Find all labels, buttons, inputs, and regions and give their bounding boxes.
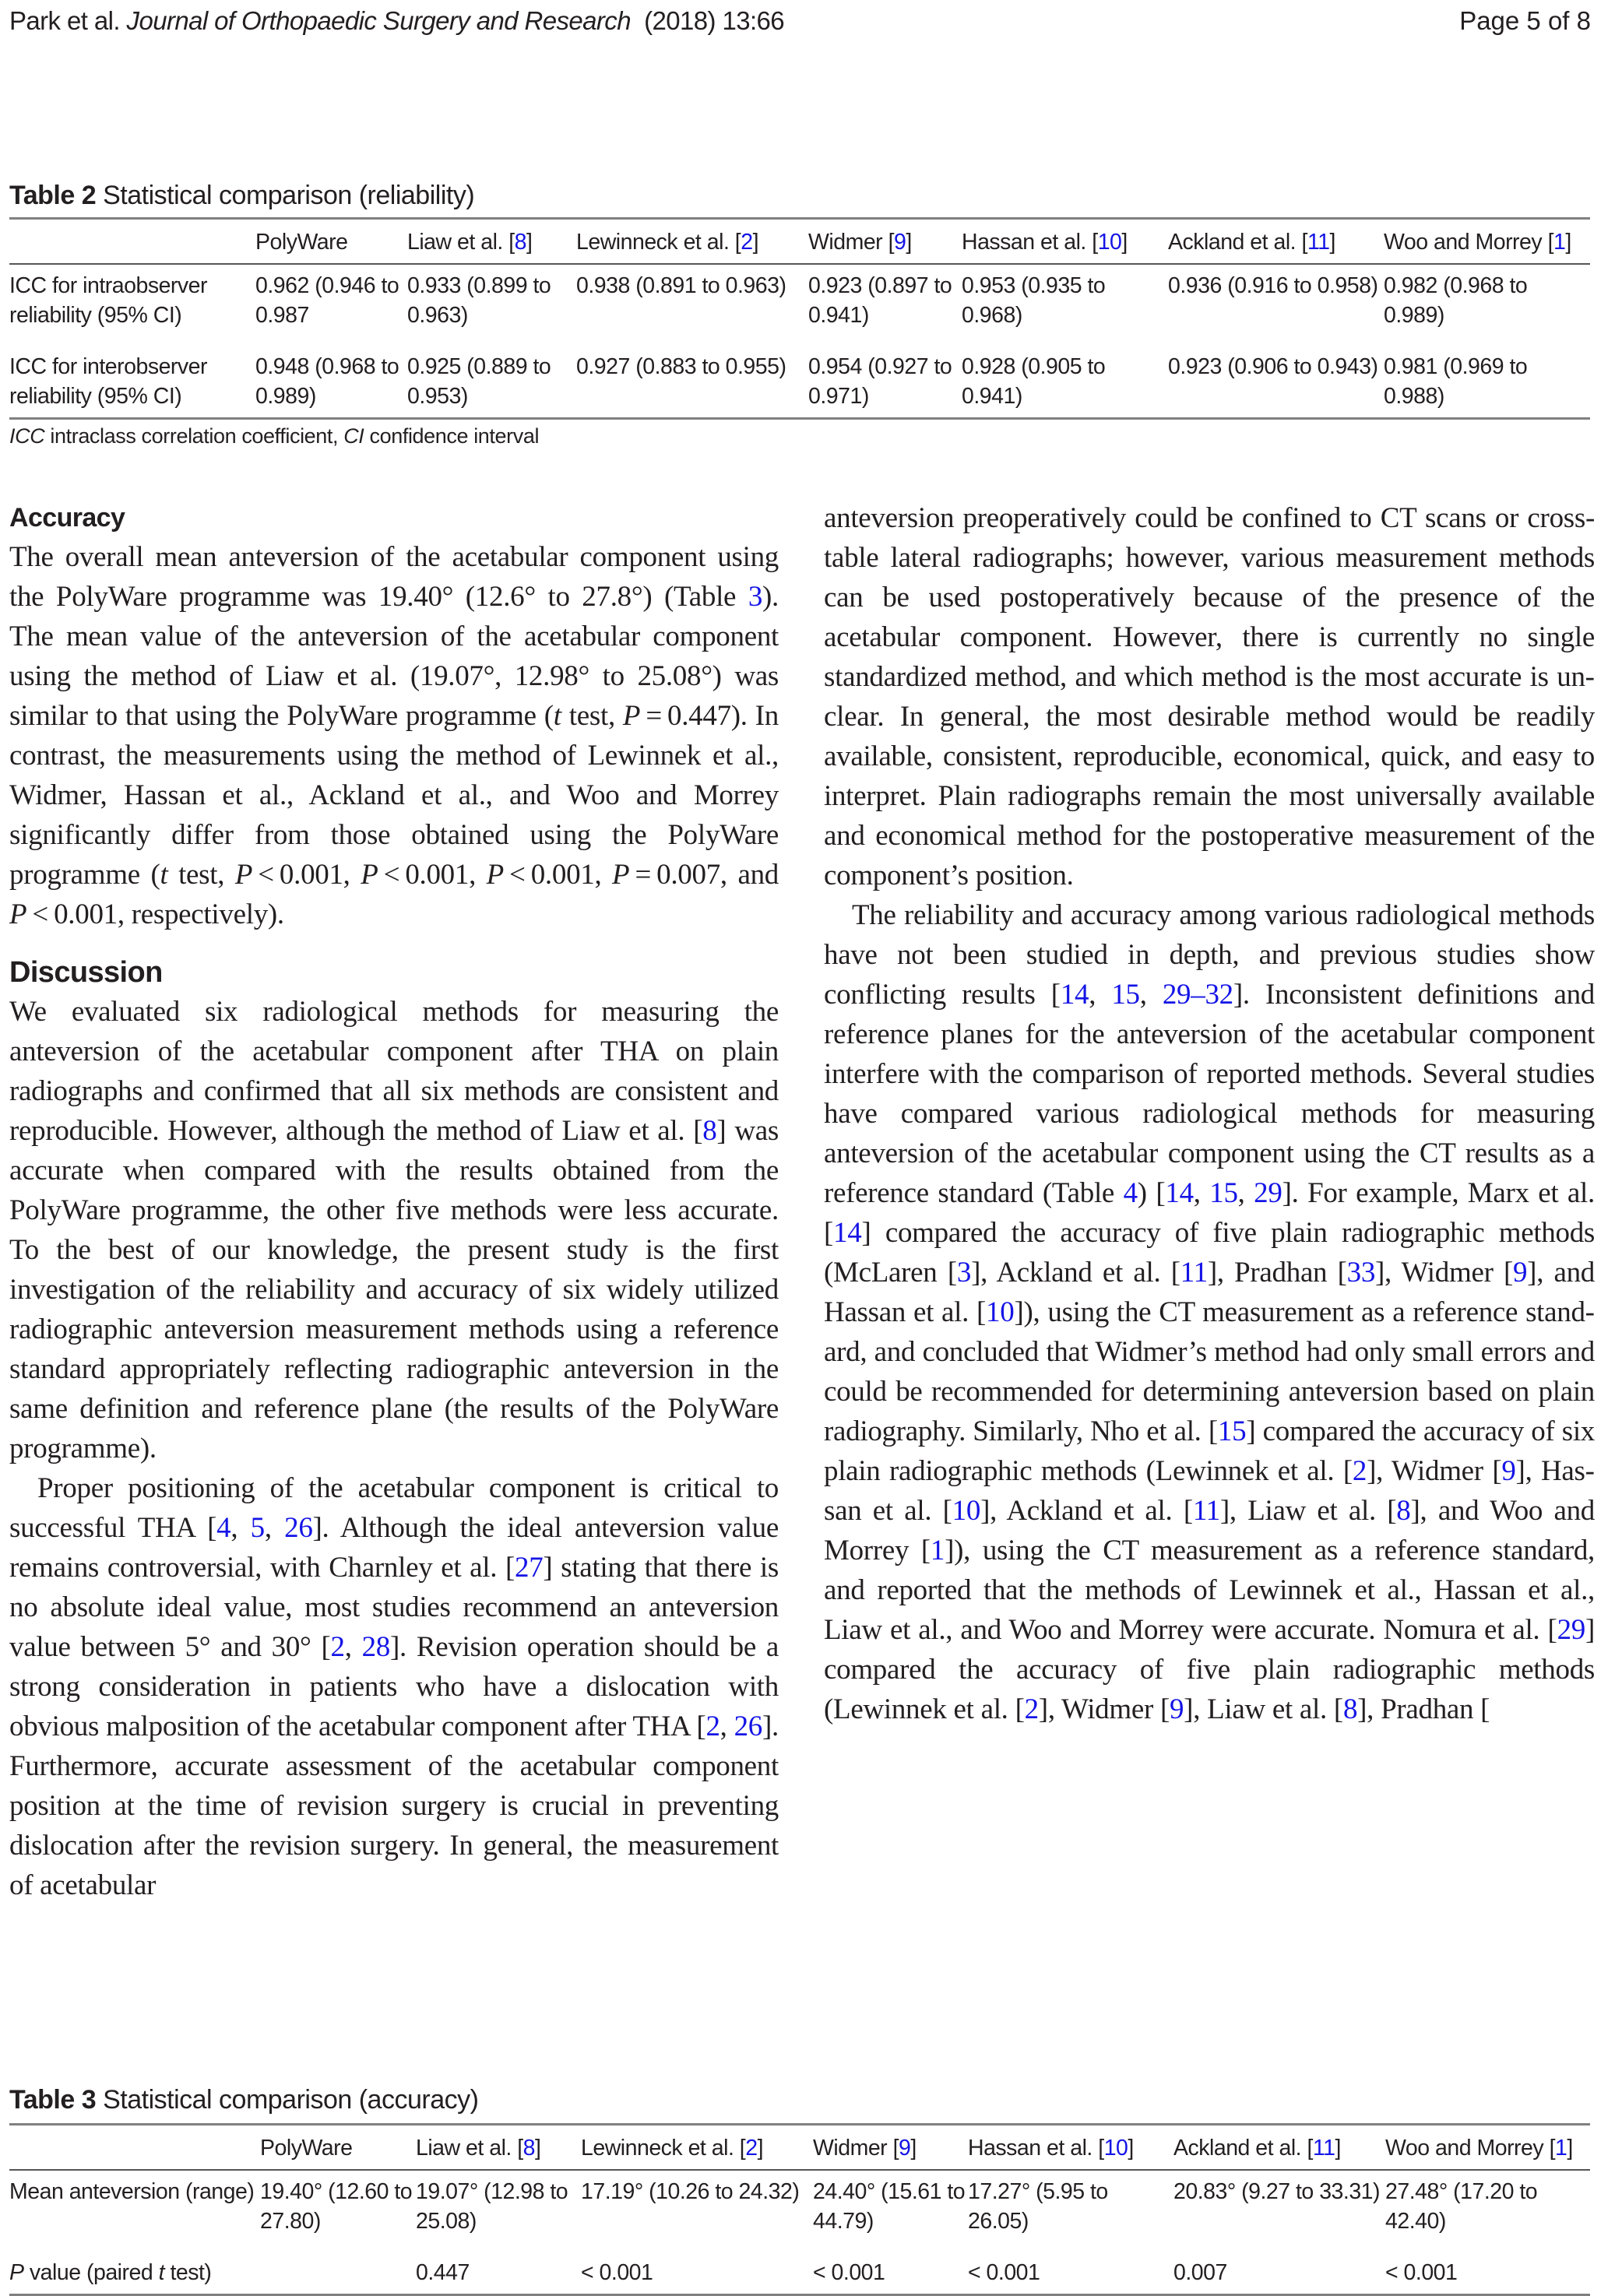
citation-link[interactable]: 29 (1557, 1614, 1585, 1646)
left-column (9, 498, 779, 1905)
citation-link[interactable]: 10 (986, 1296, 1015, 1328)
header-cell: Hassan et al. [10] (962, 230, 1128, 255)
citation-link[interactable]: 8 (702, 1115, 717, 1147)
table-2-label: Table 2 (9, 181, 97, 210)
table-row (9, 2170, 1590, 2252)
table-header-row (9, 2125, 1590, 2171)
header-cell: Widmer [9] (808, 230, 912, 255)
discussion-paragraph-2: Proper positioning of the acetabular component is critical to successful THA [4, 5, 26]. Although the ideal anteversion value remains controversial, with Charnley et al. [27] stating that there is no absolute ideal value, most studies recommend an anteversion value between 5° and 30° [2, 28]. Revision operation should be a strong consideration in patients who have a dislocation with obvious malposition of the acetabular component after THA [2, 26]. Furthermore, accurate assessment of the acetabular component position at the time of revision surgery is crucial in preventing dislocation after the revision surgery. In general, the measurement of acetabular (9, 1472, 779, 1901)
citation-link[interactable]: 2 (1024, 1693, 1039, 1725)
row-label: ICC for interobserver reliability (95% CI) (9, 354, 208, 409)
citation-link[interactable]: 14 (1060, 979, 1089, 1011)
citation-link[interactable]: 1 (1553, 230, 1566, 255)
section-heading-discussion: Discussion (9, 956, 163, 989)
citation-link[interactable]: 11 (1180, 1257, 1208, 1289)
citation-link[interactable]: 15 (1217, 1415, 1247, 1447)
citation-link[interactable]: 2 (741, 230, 753, 255)
header-authors: Park et al. (9, 6, 120, 35)
citation-link[interactable]: 11 (1192, 1495, 1220, 1527)
header-cell: Lewinneck et al. [2] (576, 230, 758, 255)
citation-link[interactable]: 26 (734, 1711, 763, 1742)
table-cell: < 0.001 (581, 2260, 653, 2285)
table-2-caption (9, 181, 1590, 211)
table-cell: 0.954 (0.927 to 0.971) (808, 354, 952, 409)
header-cell: Woo and Morrey [1] (1384, 230, 1571, 255)
table-cell (260, 2252, 416, 2295)
table-link[interactable]: 4 (1123, 1177, 1138, 1209)
citation-link[interactable]: 2 (745, 2136, 758, 2161)
header-cell: Woo and Morrey [1] (1385, 2136, 1573, 2161)
header-cell: Liaw et al. [8] (407, 230, 533, 255)
table-cell: 0.923 (0.897 to 0.941) (808, 273, 952, 328)
row-label: ICC for intraobserver reliability (95% CI) (9, 273, 208, 328)
citation-link[interactable]: 10 (1097, 230, 1122, 255)
citation-link[interactable]: 1 (930, 1535, 945, 1566)
table-2-grid (9, 217, 1590, 420)
citation-link[interactable]: 2 (705, 1711, 720, 1742)
table-cell: 0.936 (0.916 to 0.958) (1168, 273, 1378, 298)
citation-link[interactable]: 10 (952, 1495, 981, 1527)
header-cell: Lewinneck et al. [2] (581, 2136, 763, 2161)
header-cell-empty (9, 219, 255, 265)
citation-link[interactable]: 9 (1169, 1693, 1184, 1725)
citation-link[interactable]: 27 (515, 1552, 544, 1584)
row-label: P value (paired t test) (9, 2260, 212, 2285)
table-3 (9, 2085, 1590, 2296)
header-cell: Hassan et al. [10] (968, 2136, 1134, 2161)
citation-link[interactable]: 14 (1165, 1177, 1194, 1209)
citation-link[interactable]: 9 (1501, 1455, 1516, 1487)
table-row (9, 346, 1590, 419)
table-cell: 24.40° (15.61 to 44.79) (813, 2179, 966, 2234)
table-3-grid (9, 2123, 1590, 2296)
table-cell: 0.007 (1173, 2260, 1227, 2285)
table-cell: < 0.001 (813, 2260, 885, 2285)
citation-link[interactable]: 15 (1111, 979, 1140, 1011)
citation-link[interactable]: 29–32 (1162, 979, 1233, 1011)
table-cell: 17.19° (10.26 to 24.32) (581, 2179, 800, 2204)
table-row (9, 2252, 1590, 2295)
right-paragraph-2: The reliability and accuracy among various radiological methods have not been studied in depth, and previous studies show conflicting results [14, 15, 29–32]. Inconsistent definitions and reference planes for the anteversion of the acetabular component interfere with the comparison of reported methods. Several studies have compared various radiological methods for measuring anteversion of the acetabular component using the CT results as a reference standard (Table 4) [14, 15, 29]. For example, Marx et al. [14] compared the accuracy of five plain radiographic methods (McLaren [3], Ackland et al. [11], Pradhan [33], Widmer [9], and Hassan et al. [10]), using the CT measurement as a reference standard, and concluded that Widmer’s method had only small errors and could be recommended for determining anteversion based on plain radiography. Similarly, Nho et al. [15] compared the accuracy of six plain radiographic methods (Lewinnek et al. [2], Widmer [9], Hassan et al. [10], Ackland et al. [11], Liaw et al. [8], and Woo and Morrey [1]), using the CT measurement as a reference standard, and reported that the methods of Lewinnek et al., Hassan et al., Liaw et al., and Woo and Morrey were accurate. Nomura et al. [29] compared the accuracy of five plain radiographic methods (Lewinnek et al. [2], Widmer [9], Liaw et al. [8], Pradhan [ (824, 899, 1596, 1725)
table-2 (9, 181, 1590, 448)
discussion-paragraph-1: We evaluated six radiological methods for measuring the anteversion of the acetabular component after THA on plain radiographs and confirmed that all six methods are consistent and reproducible. However, although the method of Liaw et al. [8] was accurate when compared with the results obtained from the PolyWare programme, the other five methods were less accurate. To the best of our knowledge, the present study is the first investigation of the reliability and accuracy of six widely utilized radiographic anteversion measurement methods using a reference standard appropriately reflecting radiographic anteversion in the same definition and reference plane (the results of the PolyWare programme). (9, 996, 779, 1464)
table-cell: 0.948 (0.968 to 0.989) (255, 354, 399, 409)
table-link[interactable]: 3 (748, 581, 763, 613)
citation-link[interactable]: 15 (1209, 1177, 1238, 1209)
table-cell: 27.48° (17.20 to 42.40) (1385, 2179, 1538, 2234)
table-cell: 0.962 (0.946 to 0.987 (255, 273, 399, 328)
table-cell: 0.982 (0.968 to 0.989) (1384, 273, 1528, 328)
header-cell: Widmer [9] (813, 2136, 917, 2161)
table-cell: 0.953 (0.935 to 0.968) (962, 273, 1106, 328)
section-heading-accuracy: Accuracy (9, 503, 125, 533)
citation-link[interactable]: 11 (1307, 230, 1330, 255)
citation-link[interactable]: 5 (250, 1512, 265, 1544)
table-cell: < 0.001 (1385, 2260, 1458, 2285)
table-cell: 19.40° (12.60 to 27.80) (260, 2179, 413, 2234)
citation-link[interactable]: 8 (1396, 1495, 1411, 1527)
citation-link[interactable]: 3 (956, 1257, 972, 1289)
citation-link[interactable]: 10 (1103, 2136, 1128, 2161)
citation-link[interactable]: 4 (216, 1512, 231, 1544)
header-year-volume: (2018) 13:66 (644, 6, 785, 35)
table-2-footnote: ICC intraclass correlation coefficient, CI confidence interval (9, 424, 540, 448)
table-3-label: Table 3 (9, 2085, 97, 2115)
citation-link[interactable]: 9 (899, 2136, 911, 2161)
table-row (9, 264, 1590, 346)
header-cell: Ackland et al. [11] (1173, 2136, 1341, 2161)
table-cell: 0.981 (0.969 to 0.988) (1384, 354, 1528, 409)
header-cell-empty (9, 2125, 260, 2171)
citation-link[interactable]: 26 (284, 1512, 313, 1544)
header-cell: PolyWare (260, 2136, 353, 2161)
table-cell: 0.928 (0.905 to 0.941) (962, 354, 1106, 409)
citation-link[interactable]: 33 (1346, 1257, 1376, 1289)
citation-link[interactable]: 14 (833, 1217, 862, 1249)
citation-link[interactable]: 9 (894, 230, 906, 255)
table-2-title: Statistical comparison (reliability) (103, 181, 475, 210)
table-cell: 0.447 (416, 2260, 470, 2285)
table-3-caption (9, 2085, 1590, 2115)
citation-link[interactable]: 8 (522, 2136, 536, 2161)
citation-link[interactable]: 1 (1555, 2136, 1567, 2161)
table-cell: 20.83° (9.27 to 33.31) (1173, 2179, 1381, 2204)
citation-link[interactable]: 2 (1352, 1455, 1367, 1487)
table-3-title: Statistical comparison (accuracy) (103, 2085, 479, 2115)
right-paragraph-1: anteversion preoperatively could be confined to CT scans or cross-table lateral radiographs; however, various measurement methods can be used postoperatively because of the presence of the acetabular component. However, there is currently no single standardized method, and which method is the most accurate is unclear. In general, the most desirable method would be readily available, consistent, reproducible, economical, quick, and easy to interpret. Plain radiographs remain the most universally available and economical method for the postoperative measurement of the component’s position. (824, 502, 1595, 891)
citation-link[interactable]: 28 (361, 1631, 390, 1663)
table-cell: 19.07° (12.98 to 25.08) (416, 2179, 568, 2234)
table-cell: 0.933 (0.899 to 0.963) (407, 273, 551, 328)
citation-link[interactable]: 11 (1312, 2136, 1335, 2161)
table-cell: 0.927 (0.883 to 0.955) (576, 354, 786, 379)
header-cell: PolyWare (255, 230, 348, 255)
header-cell: Ackland et al. [11] (1168, 230, 1335, 255)
table-cell: 0.938 (0.891 to 0.963) (576, 273, 786, 298)
table-cell: 0.923 (0.906 to 0.943) (1168, 354, 1378, 379)
header-cell: Liaw et al. [8] (416, 2136, 541, 2161)
table-header-row (9, 219, 1590, 265)
citation-link[interactable]: 29 (1254, 1177, 1282, 1209)
citation-link[interactable]: 8 (514, 230, 527, 255)
citation-link[interactable]: 8 (1342, 1693, 1358, 1725)
header-journal: Journal of Orthopaedic Surgery and Research (126, 6, 631, 35)
right-column (824, 498, 1595, 1729)
table-cell: 0.925 (0.889 to 0.953) (407, 354, 551, 409)
row-label: Mean anteversion (range) (9, 2179, 255, 2204)
citation-link[interactable]: 9 (1512, 1257, 1528, 1289)
table-cell: 17.27° (5.95 to 26.05) (968, 2179, 1108, 2234)
running-header (9, 6, 784, 36)
citation-link[interactable]: 2 (330, 1631, 345, 1663)
accuracy-paragraph: The overall mean anteversion of the acetabular component using the PolyWare programme was 19.40° (12.6° to 27.8°) (Table 3). The mean value of the anteversion of the acetabular component using the method of Liaw et al. (19.07°, 12.98° to 25.08°) was similar to that using the PolyWare programme (t test, P = 0.447). In contrast, the measurements using the method of Lewinnek et al., Widmer, Hassan et al., Ackland et al., and Woo and Morrey significantly differ from those obtained using the PolyWare programme (t test, P < 0.001, P < 0.001, P < 0.​001, P = 0.007, and P < 0.001, respectively). (9, 541, 779, 930)
page-number: Page 5 of 8 (1459, 6, 1591, 35)
table-cell: < 0.001 (968, 2260, 1040, 2285)
